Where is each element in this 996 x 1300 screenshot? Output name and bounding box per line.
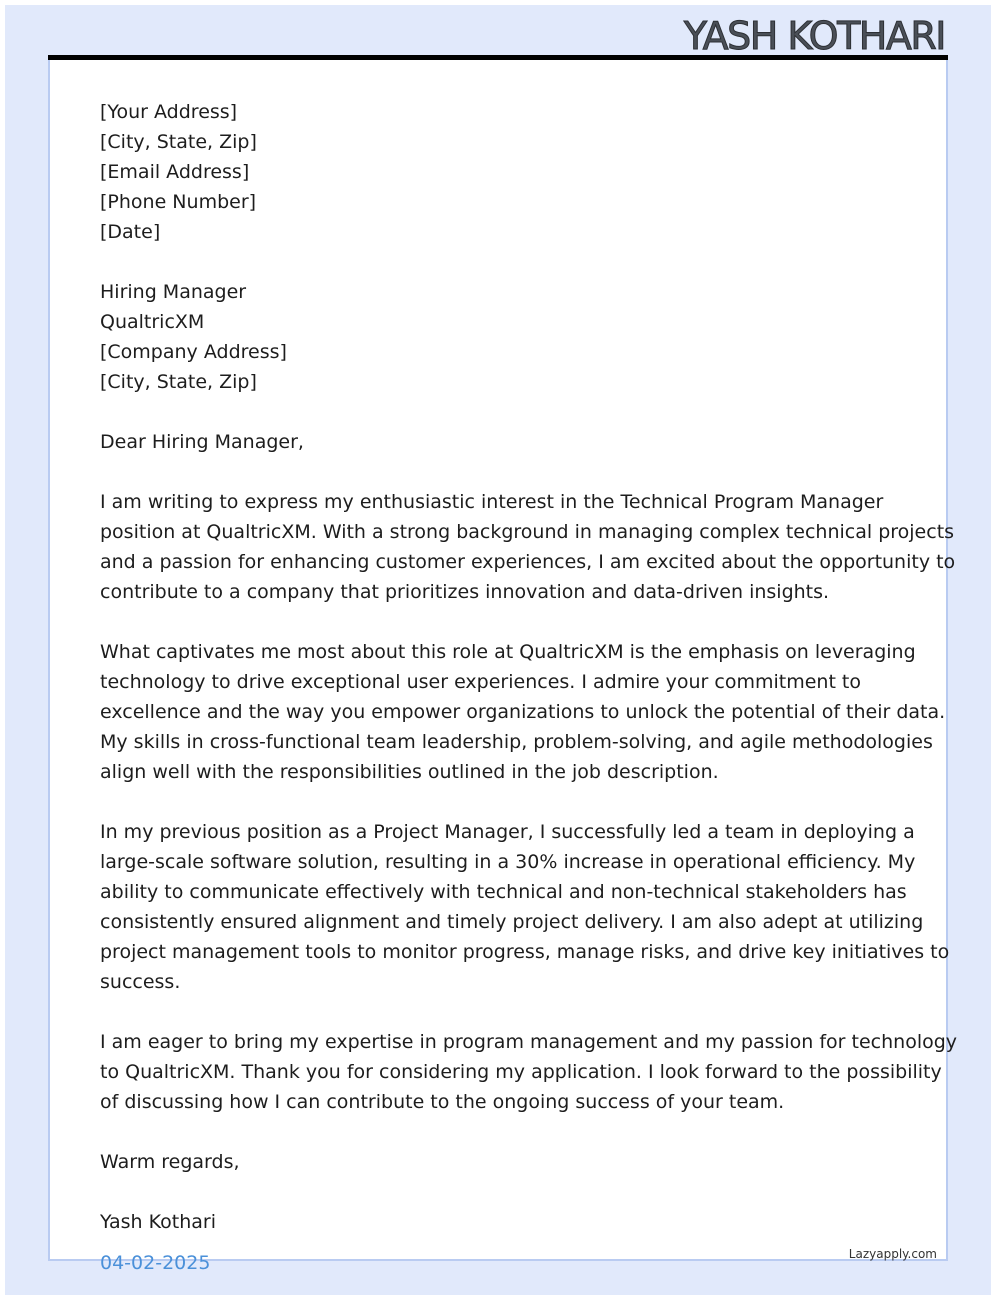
paragraph-line: My skills in cross-functional team leadership, problem-solving, and agile methodologies bbox=[100, 731, 933, 753]
footer-credit: Lazyapply.com bbox=[848, 1247, 937, 1261]
paragraph-line: project management tools to monitor progress, manage risks, and drive key initiatives to bbox=[100, 941, 950, 963]
recipient-company: QualtricXM bbox=[100, 311, 205, 333]
salutation: Dear Hiring Manager, bbox=[100, 431, 304, 453]
paragraph-1 bbox=[100, 487, 956, 607]
paragraph-4 bbox=[100, 1027, 958, 1117]
sender-address: [Your Address] bbox=[100, 101, 238, 123]
paragraph-line: large-scale software solution, resulting in a 30% increase in operational efficiency. My bbox=[100, 851, 916, 873]
paragraph-line: excellence and the way you empower organizations to unlock the potential of their data. bbox=[100, 701, 946, 723]
paragraph-line: technology to drive exceptional user experiences. I admire your commitment to bbox=[100, 671, 862, 693]
paragraph-line: ability to communicate effectively with technical and non-technical stakeholders has bbox=[100, 881, 907, 903]
paragraph-line: I am eager to bring my expertise in program management and my passion for technology bbox=[100, 1031, 958, 1053]
paragraph-line: contribute to a company that prioritizes innovation and data-driven insights. bbox=[100, 581, 830, 603]
closing: Warm regards, bbox=[100, 1151, 240, 1173]
sender-block bbox=[100, 97, 900, 247]
paragraph-3 bbox=[100, 817, 950, 997]
paragraph-line: In my previous position as a Project Manager, I successfully led a team in deploying a bbox=[100, 821, 915, 843]
applicant-name-heading: YASH KOTHARI bbox=[683, 14, 945, 58]
paragraph-line: and a passion for enhancing customer experiences, I am excited about the opportunity to bbox=[100, 551, 956, 573]
paragraph-line: position at QualtricXM. With a strong background in managing complex technical projects bbox=[100, 521, 955, 543]
recipient-address: [Company Address] bbox=[100, 341, 287, 363]
paragraph-line: align well with the responsibilities outlined in the job description. bbox=[100, 761, 719, 783]
footer-date: 04-02-2025 bbox=[100, 1252, 211, 1274]
paragraph-line: to QualtricXM. Thank you for considering my application. I look forward to the possibility bbox=[100, 1061, 942, 1083]
sender-phone: [Phone Number] bbox=[100, 191, 257, 213]
recipient-block bbox=[100, 277, 900, 397]
recipient-title: Hiring Manager bbox=[100, 281, 247, 303]
sender-city-state-zip: [City, State, Zip] bbox=[100, 131, 257, 153]
recipient-city-state-zip: [City, State, Zip] bbox=[100, 371, 257, 393]
paragraph-line: of discussing how I can contribute to the ongoing success of your team. bbox=[100, 1091, 785, 1113]
signature: Yash Kothari bbox=[100, 1211, 216, 1233]
paragraph-line: consistently ensured alignment and timely project delivery. I am also adept at utilizing bbox=[100, 911, 924, 933]
paragraph-line: success. bbox=[100, 971, 181, 993]
sender-date: [Date] bbox=[100, 221, 161, 243]
paragraph-line: What captivates me most about this role at QualtricXM is the emphasis on leveraging bbox=[100, 641, 916, 663]
paragraph-2 bbox=[100, 637, 946, 787]
sender-email: [Email Address] bbox=[100, 161, 250, 183]
paragraph-line: I am writing to express my enthusiastic interest in the Technical Program Manager bbox=[100, 491, 884, 513]
letter-body bbox=[100, 97, 958, 1237]
